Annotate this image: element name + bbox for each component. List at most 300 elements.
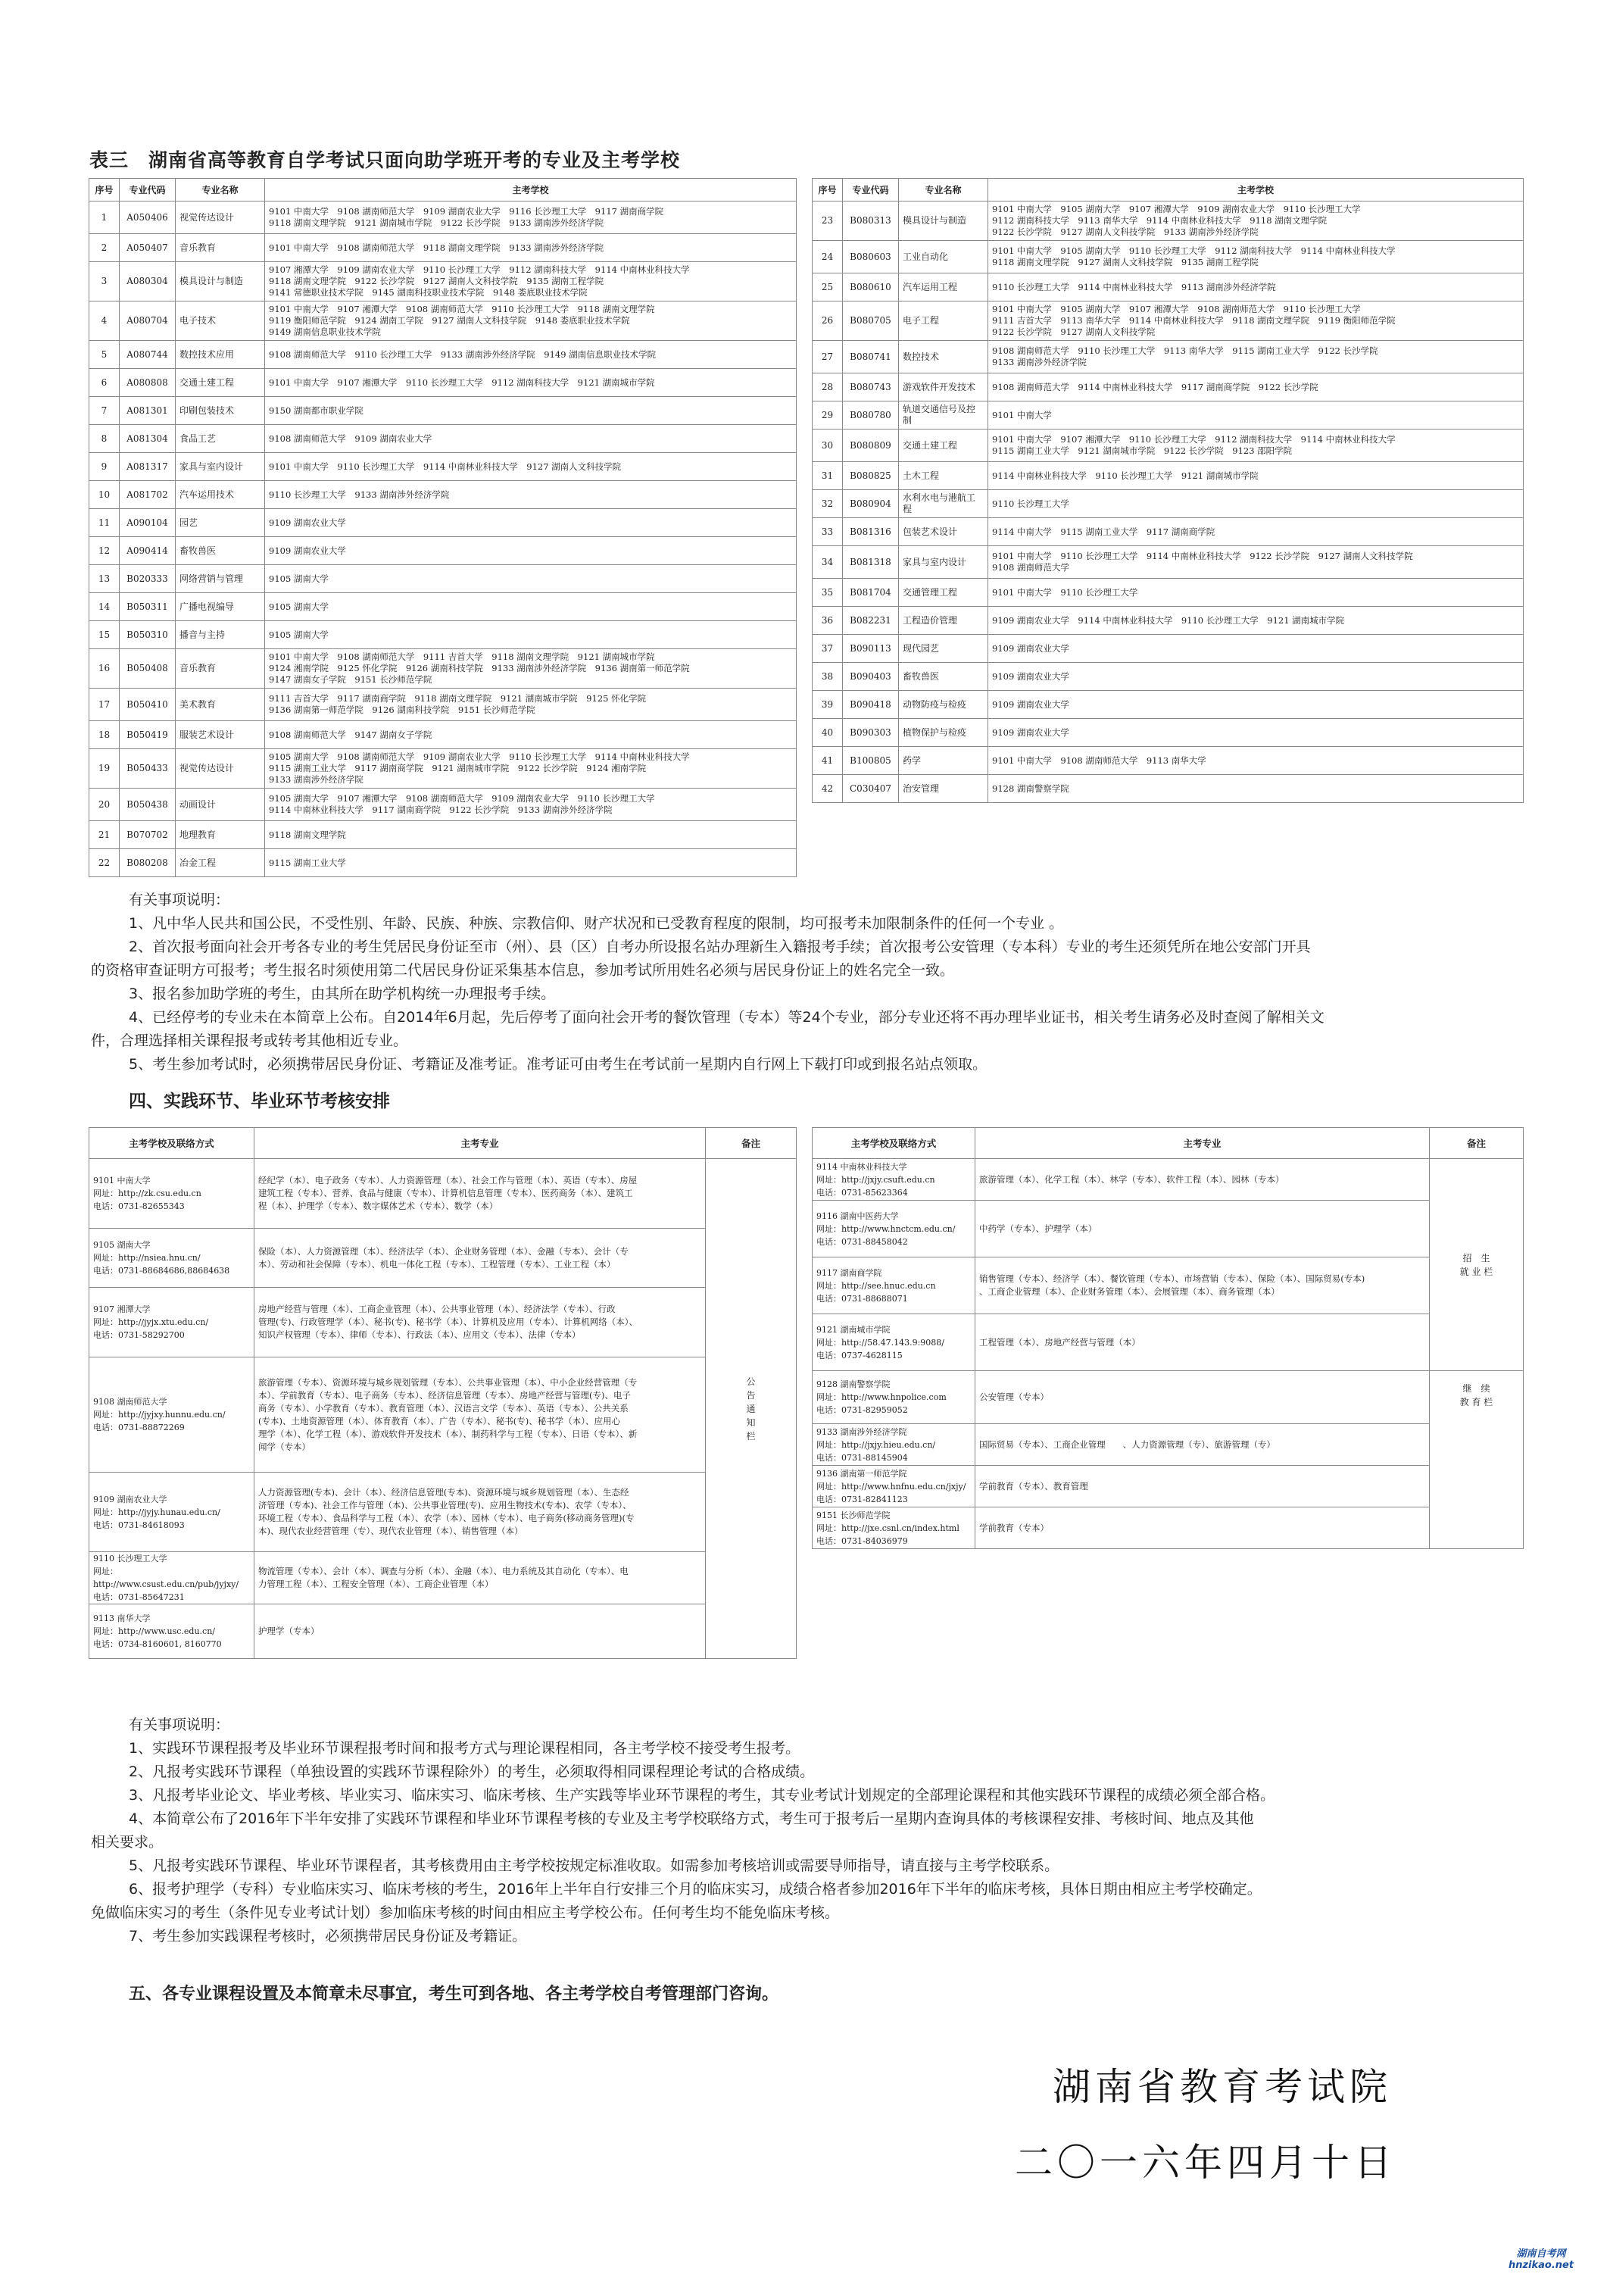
institution-contact: 9117 湖南商学院 网址：http://see.hnuc.edu.cn 电话：0731-88688071	[813, 1257, 975, 1314]
majors-list: 学前教育（专本）	[975, 1507, 1430, 1549]
major-schools: 9109 湖南农业大学	[265, 537, 797, 565]
major-schools: 9128 湖南警察学院	[988, 775, 1524, 803]
row-number: 2	[89, 234, 120, 262]
major-code: B080313	[843, 201, 899, 241]
table-row	[813, 775, 1524, 803]
row-number: 26	[813, 301, 843, 341]
col-school: 主考学校	[988, 179, 1524, 201]
notes2-item: 1、实践环节课程报考及毕业环节课程报考时间和报考方式与理论课程相同，各主考学校不接受考生报考。	[129, 1740, 800, 1757]
major-code: B081318	[843, 546, 899, 579]
major-name: 广播电视编导	[176, 593, 265, 621]
majors-list: 销售管理（专本）、经济学（本）、餐饮管理（专本）、市场营销（专本）、保险（本）、国际贸易(专本) 、工商企业管理（本）、企业财务管理（本）、会展管理（本）、商务管理（本）	[975, 1257, 1430, 1314]
major-schools: 9110 长沙理工大学 9114 中南林业科技大学 9113 湖南涉外经济学院	[988, 273, 1524, 301]
major-schools: 9150 湖南都市职业学院	[265, 397, 797, 425]
col-code: 专业代码	[120, 179, 176, 201]
table-row	[813, 430, 1524, 462]
notes1-heading: 有关事项说明：	[129, 892, 230, 908]
majors-list: 保险（本）、人力资源管理（本）、经济法学（本）、企业财务管理（本）、金融（专本）、会计（专 本）、劳动和社会保障（专本）、机电一体化工程（专本）、工程管理（专本）、工业工程（本）	[254, 1229, 706, 1288]
major-name: 现代园艺	[899, 635, 988, 663]
row-number: 17	[89, 689, 120, 721]
major-schools: 9109 湖南农业大学	[988, 719, 1524, 747]
majors-list: 旅游管理（专本）、资源环境与城乡规划管理（专本）、公共事业管理（本）、中小企业经营管理（专 本）、学前教育（专本）、电子商务（专本）、经济信息管理（专本）、房地产经营与管理(专)、电子 商务（专本）、小学教育（专本）、教育管理（本）、汉语言文学（专本）、英语（专本）、公共关系 (专本)、土地资源管理（本）、体育教育（本）、广告（专本）、秘书(专)、秘书学（本）、应用心 理学（本）、化学工程（本）、游戏软件开发技术（本）、制药科学与工程（专本）、日语（专本）、新 闻学（专本）	[254, 1357, 706, 1473]
major-code: B080741	[843, 341, 899, 373]
col-remark: 备注	[706, 1128, 797, 1159]
major-code: B050438	[120, 789, 176, 821]
row-number: 29	[813, 401, 843, 430]
row-number: 6	[89, 369, 120, 397]
table-row	[813, 1507, 1524, 1549]
major-schools: 9109 湖南农业大学	[988, 691, 1524, 719]
major-schools: 9110 长沙理工大学 9133 湖南涉外经济学院	[265, 481, 797, 509]
major-name: 植物保护与检疫	[899, 719, 988, 747]
table-row	[813, 201, 1524, 241]
row-number: 20	[89, 789, 120, 821]
table-row	[813, 241, 1524, 273]
institution-contact: 9101 中南大学 网址：http://zk.csu.edu.cn 电话：0731-82655343	[89, 1159, 254, 1229]
major-name: 美术教育	[176, 689, 265, 721]
row-number: 38	[813, 663, 843, 691]
row-number: 15	[89, 621, 120, 649]
institution-contact: 9151 长沙师范学院 网址：http://jxe.csnl.cn/index.html 电话：0731-84036979	[813, 1507, 975, 1549]
major-schools: 9101 中南大学 9105 湖南大学 9107 湘潭大学 9109 湖南农业大学 9110 长沙理工大学 9112 湖南科技大学 9113 南华大学 9114 中南林业科技大学 9118 湖南文理学院 9122 长沙学院 9127 湖南人文科技学院 9133 湖南涉外经济学院	[988, 201, 1524, 241]
major-name: 交通管理工程	[899, 579, 988, 607]
majors-list: 学前教育（专本）、教育管理	[975, 1466, 1430, 1507]
table-row	[813, 546, 1524, 579]
major-schools: 9105 湖南大学 9107 湘潭大学 9108 湖南师范大学 9109 湖南农业大学 9110 长沙理工大学 9114 中南林业科技大学 9117 湖南商学院 9122 长沙学院 9133 湖南涉外经济学院	[265, 789, 797, 821]
major-name: 动物防疫与检疫	[899, 691, 988, 719]
major-name: 游戏软件开发技术	[899, 373, 988, 401]
table-row	[89, 821, 797, 849]
table-row	[89, 849, 797, 877]
table-row	[89, 341, 797, 369]
notes1-item: 5、考生参加考试时，必须携带居民身份证、考籍证及准考证。准考证可由考生在考试前一星期内自行网上下载打印或到报名站点领取。	[129, 1056, 988, 1073]
row-number: 14	[89, 593, 120, 621]
major-schools: 9101 中南大学 9108 湖南师范大学 9118 湖南文理学院 9133 湖南涉外经济学院	[265, 234, 797, 262]
table-row	[89, 234, 797, 262]
major-code: B080780	[843, 401, 899, 430]
row-number: 34	[813, 546, 843, 579]
row-number: 36	[813, 607, 843, 635]
major-schools: 9118 湖南文理学院	[265, 821, 797, 849]
major-name: 地理教育	[176, 821, 265, 849]
majors-list: 工程管理（本）、房地产经营与管理（本）	[975, 1314, 1430, 1371]
table-row	[813, 490, 1524, 518]
row-number: 18	[89, 721, 120, 749]
major-code: B090303	[843, 719, 899, 747]
row-number: 4	[89, 301, 120, 341]
section5-text: 五、各专业课程设置及本简章未尽事宜，考生可到各地、各主考学校自考管理部门咨询。	[129, 1985, 779, 2004]
major-name: 汽车运用技术	[176, 481, 265, 509]
major-schools: 9111 吉首大学 9117 湖南商学院 9118 湖南文理学院 9121 湖南城市学院 9125 怀化学院 9136 湖南第一师范学院 9126 湖南科技学院 9151 长沙师范学院	[265, 689, 797, 721]
row-number: 31	[813, 462, 843, 490]
table-row	[813, 691, 1524, 719]
major-code: A050406	[120, 201, 176, 234]
major-schools: 9101 中南大学 9110 长沙理工大学	[988, 579, 1524, 607]
major-schools: 9108 湖南师范大学 9109 湖南农业大学	[265, 425, 797, 453]
major-schools: 9101 中南大学 9107 湘潭大学 9110 长沙理工大学 9112 湖南科技大学 9121 湖南城市学院	[265, 369, 797, 397]
table-row	[813, 1257, 1524, 1314]
table-row	[89, 565, 797, 593]
row-number: 12	[89, 537, 120, 565]
major-code: A080304	[120, 262, 176, 301]
row-number: 27	[813, 341, 843, 373]
major-name: 模具设计与制造	[176, 262, 265, 301]
major-name: 汽车运用工程	[899, 273, 988, 301]
major-name: 冶金工程	[176, 849, 265, 877]
major-code: B090113	[843, 635, 899, 663]
major-schools: 9101 中南大学 9108 湖南师范大学 9113 南华大学	[988, 747, 1524, 775]
major-code: B080705	[843, 301, 899, 341]
watermark-line2: hnzikao.net	[1508, 2260, 1574, 2271]
major-name: 音乐教育	[176, 649, 265, 689]
major-name: 服装艺术设计	[176, 721, 265, 749]
table-row	[813, 518, 1524, 546]
table-row	[89, 453, 797, 481]
major-code: B081704	[843, 579, 899, 607]
major-code: A080704	[120, 301, 176, 341]
institution-contact: 9110 长沙理工大学 网址：http://www.csust.edu.cn/pub/jyjxy/ 电话：0731-85647231	[89, 1552, 254, 1604]
table-row	[89, 1552, 797, 1604]
table-row	[813, 1201, 1524, 1257]
table-row	[89, 1357, 797, 1473]
col-code: 专业代码	[843, 179, 899, 201]
table-row	[89, 369, 797, 397]
table-row	[89, 749, 797, 789]
table-row	[89, 721, 797, 749]
remark-recruitment: 招 生 就 业 栏	[1430, 1159, 1524, 1371]
major-code: A050407	[120, 234, 176, 262]
major-name: 交通土建工程	[176, 369, 265, 397]
table3-right	[812, 178, 1524, 803]
major-schools: 9114 中南大学 9115 湖南工业大学 9117 湖南商学院	[988, 518, 1524, 546]
major-schools: 9108 湖南师范大学 9147 湖南女子学院	[265, 721, 797, 749]
table-row	[813, 373, 1524, 401]
major-code: A081304	[120, 425, 176, 453]
major-code: B050408	[120, 649, 176, 689]
major-schools: 9101 中南大学 9110 长沙理工大学 9114 中南林业科技大学 9122 长沙学院 9127 湖南人文科技学院 9108 湖南师范大学	[988, 546, 1524, 579]
table-row	[89, 262, 797, 301]
row-number: 24	[813, 241, 843, 273]
major-code: B081316	[843, 518, 899, 546]
notes1-item: 3、报名参加助学班的考生，由其所在助学机构统一办理报考手续。	[129, 986, 556, 1002]
major-schools: 9109 湖南农业大学	[265, 509, 797, 537]
table-row	[89, 537, 797, 565]
major-schools: 9101 中南大学 9105 湖南大学 9107 湘潭大学 9108 湖南师范大学 9110 长沙理工大学 9111 吉首大学 9113 南华大学 9114 中南林业科技大学 9118 湖南文理学院 9119 衡阳师范学院 9122 长沙学院 9127 湖南人文科技学院	[988, 301, 1524, 341]
major-schools: 9109 湖南农业大学	[988, 663, 1524, 691]
row-number: 3	[89, 262, 120, 301]
major-code: B080904	[843, 490, 899, 518]
section4-title: 四、实践环节、毕业环节考核安排	[129, 1092, 390, 1111]
row-number: 39	[813, 691, 843, 719]
major-schools: 9101 中南大学 9105 湖南大学 9110 长沙理工大学 9112 湖南科技大学 9114 中南林业科技大学 9118 湖南文理学院 9127 湖南人文科技学院 9135 湖南工程学院	[988, 241, 1524, 273]
majors-list: 经纪学（本）、电子政务（专本）、人力资源管理（本）、社会工作与管理（本）、英语（专本）、房屋 建筑工程（专本）、营养、食品与健康（专本）、计算机信息管理（专本）、医药商务（本）、建筑工 程（本）、护理学（专本）、数字媒体艺术（专本）、数学（本）	[254, 1159, 706, 1229]
major-code: B080603	[843, 241, 899, 273]
row-number: 16	[89, 649, 120, 689]
major-code: B090403	[843, 663, 899, 691]
table-row	[89, 509, 797, 537]
table-row	[813, 719, 1524, 747]
institution-contact: 9121 湖南城市学院 网址：http://58.47.143.9:9088/ 电话：0737-4628115	[813, 1314, 975, 1371]
notes1-item: 件，合理选择相关课程报考或转考其他相近专业。	[91, 1032, 408, 1049]
table-row	[89, 1288, 797, 1357]
row-number: 9	[89, 453, 120, 481]
institution-contact: 9133 湖南涉外经济学院 网址：http://jxjy.hieu.edu.cn/ 电话：0731-88145904	[813, 1424, 975, 1466]
major-name: 家具与室内设计	[176, 453, 265, 481]
col-remark: 备注	[1430, 1128, 1524, 1159]
table-row	[813, 747, 1524, 775]
notes2-item: 免做临床实习的考生（条件见专业考试计划）参加临床考核的时间由相应主考学校公布。任何考生均不能免临床考核。	[91, 1904, 840, 1921]
major-code: A081702	[120, 481, 176, 509]
notes2-item: 相关要求。	[91, 1834, 164, 1851]
notes2-item: 2、凡报考实践环节课程（单独设置的实践环节课程除外）的考生，必须取得相同课程理论考试的合格成绩。	[129, 1763, 815, 1780]
major-code: B082231	[843, 607, 899, 635]
col-institution: 主考学校及联络方式	[813, 1128, 975, 1159]
major-name: 畜牧兽医	[176, 537, 265, 565]
table-row	[89, 1473, 797, 1552]
table-row	[89, 1604, 797, 1659]
notes1-item: 2、首次报考面向社会开考各专业的考生凭居民身份证至市（州）、县（区）自考办所设报名站办理新生入籍报考手续；首次报考公安管理（专本科）专业的考生还须凭所在地公安部门开具	[129, 939, 1311, 955]
notes2	[91, 1713, 1526, 1948]
row-number: 42	[813, 775, 843, 803]
row-number: 37	[813, 635, 843, 663]
institution-contact: 9109 湖南农业大学 网址：http://jyjy.hunau.edu.cn/ 电话：0731-84618093	[89, 1473, 254, 1552]
institution-contact: 9128 湖南警察学院 网址：http://www.hnpolice.com 电话：0731-82959052	[813, 1371, 975, 1424]
table-row	[813, 1466, 1524, 1507]
majors-list: 物流管理（专本）、会计（本）、调查与分析（本）、金融（本）、电力系统及其自动化（专本）、电 力管理工程（本）、工程安全管理（本）、工商企业管理（本）	[254, 1552, 706, 1604]
row-number: 10	[89, 481, 120, 509]
major-code: B080743	[843, 373, 899, 401]
table3-title: 表三 湖南省高等教育自学考试只面向助学班开考的专业及主考学校	[89, 149, 681, 171]
row-number: 1	[89, 201, 120, 234]
major-code: B080825	[843, 462, 899, 490]
major-name: 模具设计与制造	[899, 201, 988, 241]
table-row	[813, 607, 1524, 635]
major-name: 食品工艺	[176, 425, 265, 453]
major-name: 播音与主持	[176, 621, 265, 649]
majors-list: 护理学（专本）	[254, 1604, 706, 1659]
table-row	[89, 301, 797, 341]
major-name: 数控技术	[899, 341, 988, 373]
major-schools: 9105 湖南大学	[265, 565, 797, 593]
major-schools: 9115 湖南工业大学	[265, 849, 797, 877]
watermark-logo	[1484, 2248, 1598, 2271]
col-school: 主考学校	[265, 179, 797, 201]
major-name: 网络营销与管理	[176, 565, 265, 593]
major-name: 家具与室内设计	[899, 546, 988, 579]
institution-contact: 9116 湖南中医药大学 网址：http://www.hnctcm.edu.cn/ 电话：0731-88458042	[813, 1201, 975, 1257]
major-name: 视觉传达设计	[176, 201, 265, 234]
major-code: B050310	[120, 621, 176, 649]
table-row	[813, 401, 1524, 430]
major-code: B050419	[120, 721, 176, 749]
major-code: B100805	[843, 747, 899, 775]
major-code: B050311	[120, 593, 176, 621]
row-number: 30	[813, 430, 843, 462]
row-number: 19	[89, 749, 120, 789]
watermark-line1: 湖南自考网	[1516, 2248, 1566, 2260]
major-schools: 9105 湖南大学	[265, 593, 797, 621]
major-code: B050433	[120, 749, 176, 789]
signature-org: 湖南省教育考试院	[1053, 2065, 1392, 2109]
table-row	[89, 649, 797, 689]
table-row	[813, 1159, 1524, 1201]
majors-list: 旅游管理（本）、化学工程（本）、林学（专本）、软件工程（本）、园林（专本）	[975, 1159, 1430, 1201]
col-majors: 主考专业	[975, 1128, 1430, 1159]
major-code: A090104	[120, 509, 176, 537]
table-row	[89, 425, 797, 453]
row-number: 5	[89, 341, 120, 369]
table-row	[813, 579, 1524, 607]
row-number: 22	[89, 849, 120, 877]
major-name: 土木工程	[899, 462, 988, 490]
institution-contact: 9107 湘潭大学 网址：http://jyjx.xtu.edu.cn/ 电话：0731-58292700	[89, 1288, 254, 1357]
table-row	[89, 397, 797, 425]
major-name: 交通土建工程	[899, 430, 988, 462]
table-row	[813, 1371, 1524, 1424]
majors-list: 国际贸易（专本）、工商企业管理 、人力资源管理（专）、旅游管理（专）	[975, 1424, 1430, 1466]
major-schools: 9101 中南大学 9107 湘潭大学 9108 湖南师范大学 9110 长沙理工大学 9118 湖南文理学院 9119 衡阳师范学院 9124 湖南工学院 9127 湖南人文科技学院 9148 娄底职业技术学院 9149 湖南信息职业技术学院	[265, 301, 797, 341]
section4-left-table	[89, 1127, 797, 1659]
signature-date: 二〇一六年四月十日	[1015, 2141, 1396, 2185]
table-row	[813, 273, 1524, 301]
col-no: 序号	[813, 179, 843, 201]
table3-left	[89, 178, 797, 877]
majors-list: 人力资源管理(专本)、会计（本）、经济信息管理(专本)、资源环境与城乡规划管理（本）、生态经 济管理（专本)、社会工作与管理（本)、公共事业管理(专)、应用生物技术(专本)、农学（专本）、 环境工程（专本）、食品科学与工程（本）、农学（本）、园林（专本）、电子商务(移动商务管理)(专 本)、现代农业经营管理（专）、现代农业管理（本）、销售管理（本）	[254, 1473, 706, 1552]
institution-contact: 9108 湖南师范大学 网址：http://jyjxy.hunnu.edu.cn/ 电话：0731-88872269	[89, 1357, 254, 1473]
major-name: 水利水电与港航工程	[899, 490, 988, 518]
table-row	[813, 462, 1524, 490]
row-number: 21	[89, 821, 120, 849]
major-schools: 9101 中南大学 9110 长沙理工大学 9114 中南林业科技大学 9127 湖南人文科技学院	[265, 453, 797, 481]
remark-continuing-education: 继 续 教 育 栏	[1430, 1371, 1524, 1549]
major-code: A081301	[120, 397, 176, 425]
major-name: 包装艺术设计	[899, 518, 988, 546]
major-name: 电子技术	[176, 301, 265, 341]
notes1-item: 的资格审查证明方可报考；考生报名时须使用第二代居民身份证采集基本信息，参加考试所用姓名必须与居民身份证上的姓名完全一致。	[91, 962, 955, 979]
major-schools: 9105 湖南大学 9108 湖南师范大学 9109 湖南农业大学 9110 长沙理工大学 9114 中南林业科技大学 9115 湖南工业大学 9117 湖南商学院 9121 湖南城市学院 9122 长沙学院 9124 湘南学院 9133 湖南涉外经济学院	[265, 749, 797, 789]
row-number: 8	[89, 425, 120, 453]
row-number: 11	[89, 509, 120, 537]
table-row	[813, 635, 1524, 663]
major-name: 工业自动化	[899, 241, 988, 273]
table-row	[813, 663, 1524, 691]
major-code: B050410	[120, 689, 176, 721]
row-number: 13	[89, 565, 120, 593]
remark-notice-board: 公 告 通 知 栏	[706, 1159, 797, 1659]
major-code: A080744	[120, 341, 176, 369]
major-code: B020333	[120, 565, 176, 593]
notes2-item: 6、报考护理学（专科）专业临床实习、临床考核的考生，2016年上半年自行安排三个月的临床实习，成绩合格者参加2016年下半年的临床考核，具体日期由相应主考学校确定。	[129, 1881, 1262, 1898]
major-code: B080809	[843, 430, 899, 462]
major-name: 畜牧兽医	[899, 663, 988, 691]
majors-list: 公安管理（专本）	[975, 1371, 1430, 1424]
col-name: 专业名称	[176, 179, 265, 201]
major-schools: 9108 湖南师范大学 9110 长沙理工大学 9113 南华大学 9115 湖南工业大学 9122 长沙学院 9133 湖南涉外经济学院	[988, 341, 1524, 373]
table-row	[89, 689, 797, 721]
col-no: 序号	[89, 179, 120, 201]
major-schools: 9108 湖南师范大学 9110 长沙理工大学 9133 湖南涉外经济学院 9149 湖南信息职业技术学院	[265, 341, 797, 369]
major-schools: 9101 中南大学	[988, 401, 1524, 430]
notes2-item: 3、凡报考毕业论文、毕业考核、毕业实习、临床实习、临床考核、生产实践等毕业环节课程的考生，其专业考试计划规定的全部理论课程和其他实践环节课程的成绩必须全部合格。	[129, 1787, 1275, 1804]
major-name: 印刷包装技术	[176, 397, 265, 425]
major-code: B090418	[843, 691, 899, 719]
major-code: A090414	[120, 537, 176, 565]
major-code: B080208	[120, 849, 176, 877]
table-row	[813, 1424, 1524, 1466]
table-row	[89, 1159, 797, 1229]
row-number: 40	[813, 719, 843, 747]
row-number: 7	[89, 397, 120, 425]
notes2-item: 7、考生参加实践课程考核时，必须携带居民身份证及考籍证。	[129, 1928, 527, 1945]
table-row	[813, 301, 1524, 341]
col-majors: 主考专业	[254, 1128, 706, 1159]
notes1	[91, 889, 1526, 1076]
row-number: 25	[813, 273, 843, 301]
major-schools: 9114 中南林业科技大学 9110 长沙理工大学 9121 湖南城市学院	[988, 462, 1524, 490]
major-code: A081317	[120, 453, 176, 481]
majors-list: 中药学（专本）、护理学（本）	[975, 1201, 1430, 1257]
major-name: 数控技术应用	[176, 341, 265, 369]
row-number: 41	[813, 747, 843, 775]
institution-contact: 9105 湖南大学 网址：http://nsiea.hnu.cn/ 电话：0731-88684686,88684638	[89, 1229, 254, 1288]
notes1-item: 4、已经停考的专业未在本简章上公布。自2014年6月起，先后停考了面向社会开考的餐饮管理（专本）等24个专业，部分专业还将不再办理毕业证书，相关考生请务必及时查阅了解相关文	[129, 1009, 1325, 1026]
institution-contact: 9114 中南林业科技大学 网址：http://jxjy.csuft.edu.cn 电话：0731-85623364	[813, 1159, 975, 1201]
major-schools: 9109 湖南农业大学 9114 中南林业科技大学 9110 长沙理工大学 9121 湖南城市学院	[988, 607, 1524, 635]
major-code: A080808	[120, 369, 176, 397]
major-code: B070702	[120, 821, 176, 849]
notes1-item: 1、凡中华人民共和国公民，不受性别、年龄、民族、种族、宗教信仰、财产状况和已受教育程度的限制，均可报考未加限制条件的任何一个专业 。	[129, 915, 1064, 932]
major-schools: 9101 中南大学 9108 湖南师范大学 9109 湖南农业大学 9116 长沙理工大学 9117 湖南商学院 9118 湖南文理学院 9121 湖南城市学院 9122 长沙学院 9133 湖南涉外经济学院	[265, 201, 797, 234]
row-number: 23	[813, 201, 843, 241]
table-row	[813, 1314, 1524, 1371]
col-institution: 主考学校及联络方式	[89, 1128, 254, 1159]
col-name: 专业名称	[899, 179, 988, 201]
major-code: C030407	[843, 775, 899, 803]
major-name: 药学	[899, 747, 988, 775]
row-number: 32	[813, 490, 843, 518]
institution-contact: 9136 湖南第一师范学院 网址：http://www.hnfnu.edu.cn/jxjy/ 电话：0731-82841123	[813, 1466, 975, 1507]
major-code: B080610	[843, 273, 899, 301]
row-number: 33	[813, 518, 843, 546]
major-name: 工程造价管理	[899, 607, 988, 635]
major-schools: 9110 长沙理工大学	[988, 490, 1524, 518]
major-schools: 9107 湘潭大学 9109 湖南农业大学 9110 长沙理工大学 9112 湖南科技大学 9114 中南林业科技大学 9118 湖南文理学院 9122 长沙学院 9127 湖南人文科技学院 9135 湖南工程学院 9141 常德职业技术学院 9145 湖南科技职业技术学院 9148 娄底职业技术学院	[265, 262, 797, 301]
major-name: 音乐教育	[176, 234, 265, 262]
notes2-item: 4、本简章公布了2016年下半年安排了实践环节课程和毕业环节课程考核的专业及主考学校联络方式，考生可于报考后一星期内查询具体的考核课程安排、考核时间、地点及其他	[129, 1810, 1254, 1827]
table-row	[89, 593, 797, 621]
table-row	[813, 341, 1524, 373]
table-row	[89, 621, 797, 649]
row-number: 28	[813, 373, 843, 401]
notes2-item: 5、凡报考实践环节课程、毕业环节课程者，其考核费用由主考学校按规定标准收取。如需参加考核培训或需要导师指导，请直接与主考学校联系。	[129, 1857, 1059, 1874]
major-name: 轨道交通信号及控制	[899, 401, 988, 430]
table-row	[89, 481, 797, 509]
row-number: 35	[813, 579, 843, 607]
section4-right-table	[812, 1127, 1524, 1549]
major-name: 治安管理	[899, 775, 988, 803]
major-schools: 9101 中南大学 9108 湖南师范大学 9111 吉首大学 9118 湖南文理学院 9121 湖南城市学院 9124 湘南学院 9125 怀化学院 9126 湖南科技学院 9133 湖南涉外经济学院 9136 湖南第一师范学院 9147 湖南女子学院 9151 长沙师范学院	[265, 649, 797, 689]
major-name: 动画设计	[176, 789, 265, 821]
major-name: 电子工程	[899, 301, 988, 341]
table-row	[89, 789, 797, 821]
major-name: 园艺	[176, 509, 265, 537]
major-schools: 9105 湖南大学	[265, 621, 797, 649]
table-row	[89, 201, 797, 234]
institution-contact: 9113 南华大学 网址：http://www.usc.edu.cn/ 电话：0734-8160601, 8160770	[89, 1604, 254, 1659]
major-schools: 9108 湖南师范大学 9114 中南林业科技大学 9117 湖南商学院 9122 长沙学院	[988, 373, 1524, 401]
major-schools: 9109 湖南农业大学	[988, 635, 1524, 663]
notes2-heading: 有关事项说明：	[129, 1717, 230, 1733]
